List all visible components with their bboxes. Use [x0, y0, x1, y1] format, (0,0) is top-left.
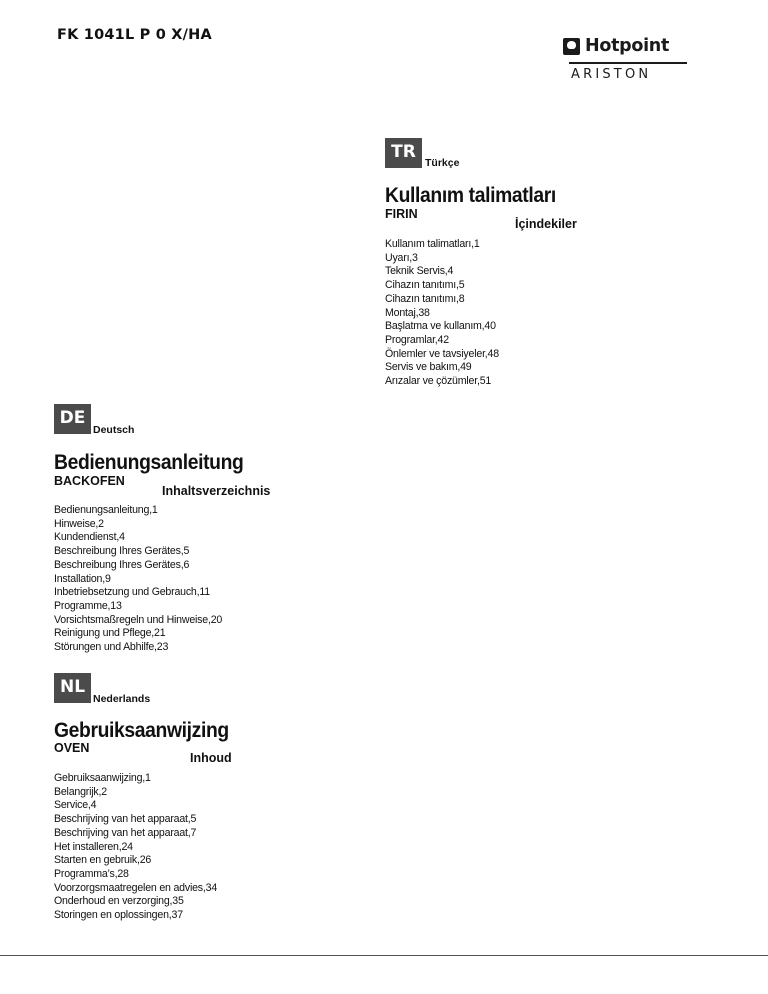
toc-item: Kundendienst,4	[54, 531, 125, 544]
toc-item: Teknik Servis,4	[385, 265, 454, 278]
toc-item: Programme,13	[54, 599, 122, 612]
toc-item: Önlemler ve tavsiyeler,48	[385, 347, 499, 360]
brand-name: Hotpoint	[585, 36, 670, 56]
logo-divider	[569, 62, 687, 64]
toc-item: Inbetriebsetzung und Gebrauch,11	[54, 586, 210, 599]
toc-item: Beschrijving van het apparaat,7	[54, 826, 197, 839]
toc-item: Störungen und Abhilfe,23	[54, 641, 169, 654]
toc-item: Beschreibung Ihres Gerätes,6	[54, 558, 190, 571]
toc-item: Belangrijk,2	[54, 785, 107, 798]
toc-item: Cihazın tanıtımı,8	[385, 292, 465, 305]
toc-item: Başlatma ve kullanım,40	[385, 320, 496, 333]
language-name-de: Deutsch	[93, 424, 135, 436]
brand-logo	[563, 36, 693, 82]
toc-item: Beschrijving van het apparaat,5	[54, 813, 197, 826]
toc-item: Programma’s,28	[54, 867, 129, 880]
toc-item: Vorsichtsmaßregeln und Hinweise,20	[54, 613, 223, 626]
toc-item: Servis ve bakım,49	[385, 361, 472, 374]
toc-item: Storingen en oplossingen,37	[54, 909, 183, 922]
section-subtitle-de: BACKOFEN	[54, 474, 125, 488]
toc-item: Onderhoud en verzorging,35	[54, 895, 184, 908]
brand-subname: ARISTON	[571, 67, 652, 82]
footer-divider	[0, 955, 768, 956]
language-name-nl: Nederlands	[93, 693, 151, 705]
toc-item: Gebruiksaanwijzing,1	[54, 772, 151, 784]
toc-item: Reinigung und Pflege,21	[54, 627, 166, 640]
toc-item: Installation,9	[54, 572, 111, 585]
toc-item: Het installeren,24	[54, 840, 133, 853]
toc-item: Kullanım talimatları,1	[385, 238, 480, 250]
toc-item: Service,4	[54, 799, 97, 812]
toc-item: Beschreibung Ihres Gerätes,5	[54, 545, 190, 558]
hotpoint-logo-icon	[563, 38, 580, 55]
toc-heading-tr: İçindekiler	[515, 217, 577, 231]
toc-item: Uyarı,3	[385, 251, 418, 264]
toc-list-tr	[385, 238, 499, 389]
section-title-nl: Gebruiksaanwijzing	[54, 719, 229, 742]
section-subtitle-nl: OVEN	[54, 741, 90, 755]
toc-item: Hinweise,2	[54, 517, 104, 530]
toc-item: Bedienungsanleitung,1	[54, 504, 158, 516]
section-title-tr: Kullanım talimatları	[385, 184, 556, 207]
toc-list-de	[54, 504, 222, 655]
toc-heading-de: Inhaltsverzeichnis	[162, 484, 271, 498]
model-number: FK 1041L P 0 X/HA	[57, 27, 212, 43]
toc-item: Montaj,38	[385, 306, 430, 319]
section-subtitle-tr: FIRIN	[385, 207, 418, 221]
language-name-tr: Türkçe	[425, 157, 460, 169]
toc-item: Cihazın tanıtımı,5	[385, 279, 465, 292]
section-title-de: Bedienungsanleitung	[54, 451, 244, 474]
toc-list-nl	[54, 772, 217, 923]
language-badge-nl: NL	[54, 673, 91, 703]
toc-item: Programlar,42	[385, 333, 449, 346]
toc-item: Starten en gebruik,26	[54, 854, 152, 867]
language-badge-de: DE	[54, 404, 91, 434]
toc-item: Voorzorgsmaatregelen en advies,34	[54, 881, 218, 894]
toc-item: Arızalar ve çözümler,51	[385, 375, 492, 388]
language-badge-tr: TR	[385, 138, 422, 168]
toc-heading-nl: Inhoud	[190, 751, 232, 765]
